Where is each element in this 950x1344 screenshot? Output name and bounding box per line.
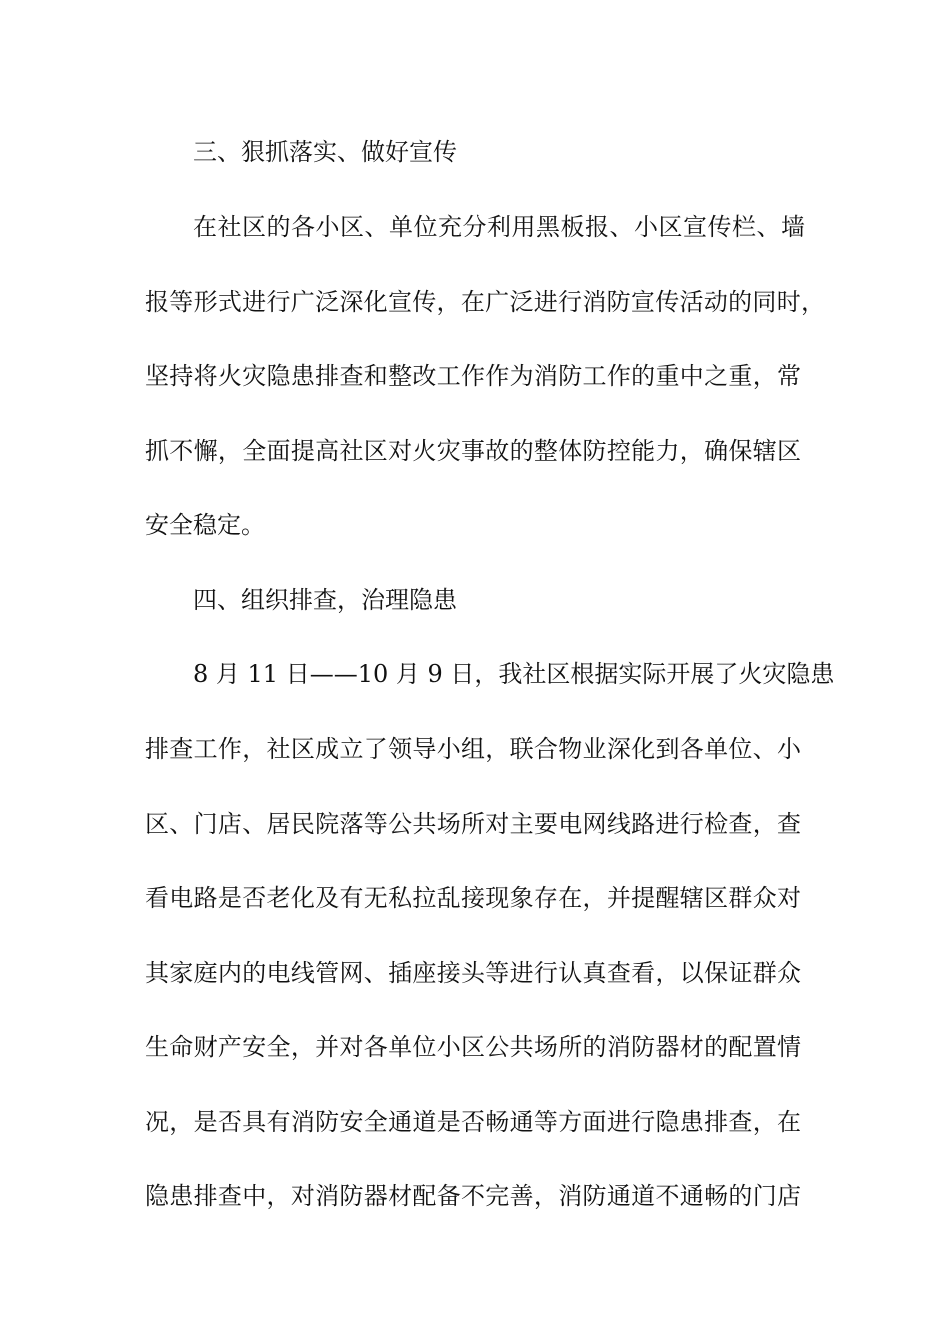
section-heading-4: 四、组织排查，治理隐患 — [193, 586, 457, 614]
paragraph-line: 排查工作，社区成立了领导小组，联合物业深化到各单位、小 — [145, 735, 801, 763]
paragraph-line: 坚持将火灾隐患排查和整改工作作为消防工作的重中之重，常 — [145, 362, 801, 390]
paragraph-line: 况，是否具有消防安全通道是否畅通等方面进行隐患排查，在 — [145, 1108, 801, 1136]
paragraph-line: 报等形式进行广泛深化宣传，在广泛进行消防宣传活动的同时， — [145, 288, 825, 316]
paragraph-line: 8 月 11 日——10 月 9 日，我社区根据实际开展了火灾隐患 — [193, 660, 835, 688]
section-heading-3: 三、狠抓落实、做好宣传 — [193, 138, 457, 166]
paragraph-line: 隐患排查中，对消防器材配备不完善，消防通道不通畅的门店 — [145, 1182, 801, 1210]
paragraph-line: 区、门店、居民院落等公共场所对主要电网线路进行检查，查 — [145, 810, 801, 838]
paragraph-line: 看电路是否老化及有无私拉乱接现象存在，并提醒辖区群众对 — [145, 884, 801, 912]
paragraph-line: 抓不懈，全面提高社区对火灾事故的整体防控能力，确保辖区 — [145, 437, 801, 465]
paragraph-line: 在社区的各小区、单位充分利用黑板报、小区宣传栏、墙 — [193, 213, 805, 241]
paragraph-line: 其家庭内的电线管网、插座接头等进行认真查看，以保证群众 — [145, 959, 801, 987]
paragraph-line: 生命财产安全，并对各单位小区公共场所的消防器材的配置情 — [145, 1033, 801, 1061]
paragraph-line-last: 安全稳定。 — [145, 511, 265, 539]
